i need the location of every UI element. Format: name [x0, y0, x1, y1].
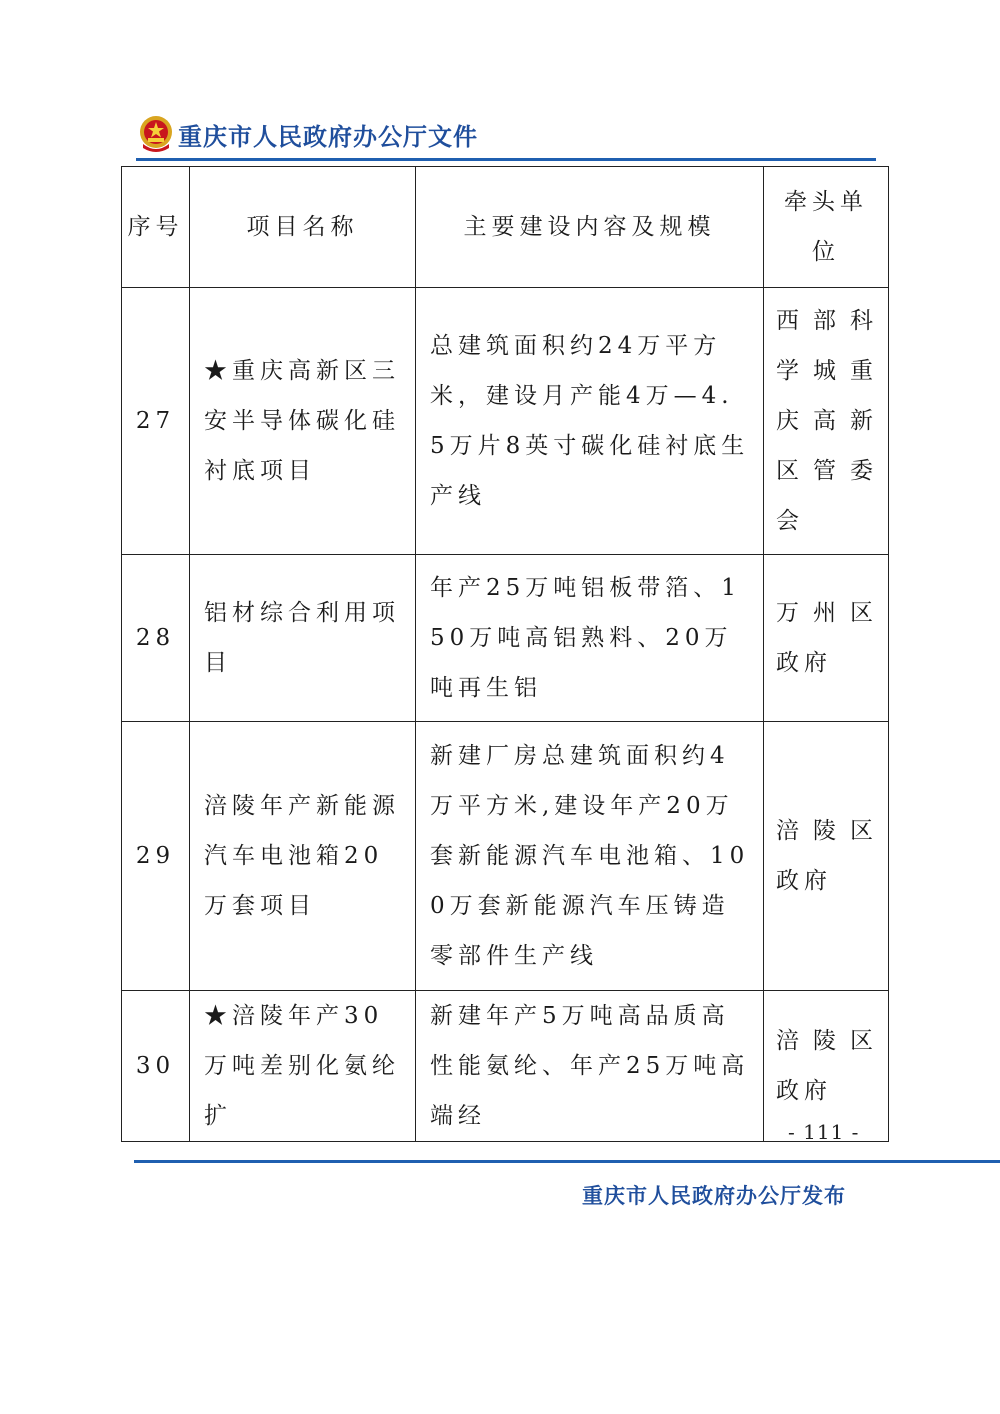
row-no: 30 — [122, 991, 190, 1142]
document-header — [138, 112, 478, 156]
header-content: 主要建设内容及规模 — [416, 167, 764, 288]
row-no: 27 — [122, 288, 190, 555]
row-content: 新建厂房总建筑面积约4万平方米,建设年产20万套新能源汽车电池箱、100万套新能源汽车压铸造零部件生产线 — [416, 722, 764, 991]
table-row — [122, 722, 889, 991]
row-unit: 涪陵区政府 — [764, 991, 889, 1142]
row-unit: 西部科学城重庆高新区管委会 — [764, 288, 889, 555]
row-name: 铝材综合利用项目 — [190, 555, 416, 722]
row-unit: 万州区政府 — [764, 555, 889, 722]
table-row — [122, 555, 889, 722]
row-name: ★重庆高新区三安半导体碳化硅衬底项目 — [190, 288, 416, 555]
row-no: 28 — [122, 555, 190, 722]
header-unit-line1: 牵头单 — [784, 189, 868, 215]
table-row — [122, 991, 889, 1142]
table-row — [122, 288, 889, 555]
header-unit — [764, 167, 889, 288]
row-content: 年产25万吨铝板带箔、150万吨高铝熟料、20万吨再生铝 — [416, 555, 764, 722]
row-unit: 涪陵区政府 — [764, 722, 889, 991]
row-name: 涪陵年产新能源汽车电池箱20万套项目 — [190, 722, 416, 991]
footer-publisher: 重庆市人民政府办公厅发布 — [582, 1184, 846, 1208]
header-title: 重庆市人民政府办公厅文件 — [178, 122, 478, 151]
national-emblem-icon — [138, 114, 174, 154]
row-content: 新建年产5万吨高品质高性能氨纶、年产25万吨高端经 — [416, 991, 764, 1142]
header-name: 项目名称 — [190, 167, 416, 288]
header-unit-line2: 位 — [812, 239, 840, 265]
table-header-row — [122, 167, 889, 288]
row-name: ★涪陵年产30万吨差别化氨纶扩 — [190, 991, 416, 1142]
footer-divider — [134, 1160, 1000, 1163]
header-divider — [136, 158, 876, 161]
page-number: - 111 - — [788, 1120, 860, 1144]
header-no: 序号 — [122, 167, 190, 288]
row-content: 总建筑面积约24万平方米，建设月产能4万—4.5万片8英寸碳化硅衬底生产线 — [416, 288, 764, 555]
row-no: 29 — [122, 722, 190, 991]
project-table — [121, 166, 889, 1142]
